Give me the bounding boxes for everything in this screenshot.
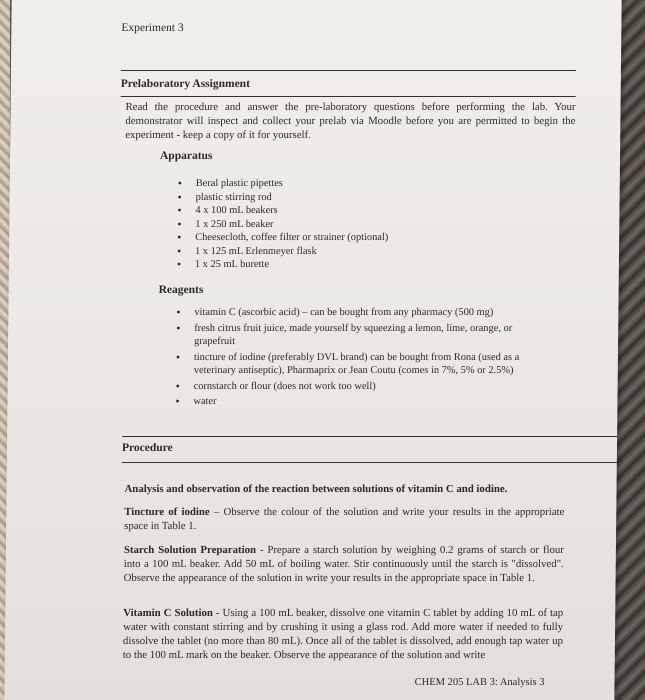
vitamin-c-paragraph <box>123 606 564 662</box>
list-item: • fresh citrus fruit juice, made yourself by squeezing a lemon, lime, orange, or grapefruit <box>176 322 541 349</box>
document-page <box>4 0 621 700</box>
vitamin-c-label: Vitamin C Solution <box>123 607 213 619</box>
list-item: • tincture of iodine (preferably DVL brand) can be bought from Rona (used as a veterinary antiseptic), Pharmaprix or Jean Coutu (comes in 7%, 5% or 2.5%) <box>176 351 541 378</box>
analysis-heading: Analysis and observation of the reaction between solutions of vitamin C and iodine. <box>124 483 508 495</box>
tincture-label: Tincture of iodine <box>124 506 210 518</box>
list-item: • water <box>175 395 540 409</box>
prelab-intro: Read the procedure and answer the pre-laboratory questions before performing the lab. Your demonstrator will inspect and collect your prelab via Moodle before you are permitted to begin the experiment - keep a copy of it for yourself. <box>125 101 576 141</box>
list-item: • 1 x 25 mL burette <box>177 258 477 272</box>
starch-label: Starch Solution Preparation <box>123 544 257 556</box>
footer-label: CHEM 205 LAB 3: Analysis 3 <box>414 677 545 688</box>
list-item: • vitamin C (ascorbic acid) – can be bought from any pharmacy (500 mg) <box>176 306 541 320</box>
tincture-text: – Observe the colour of the solution and write your results in the appropriate space in Table 1. <box>124 506 565 532</box>
divider-procedure-bottom <box>122 462 617 463</box>
vitamin-c-text: - Using a 100 mL beaker, dissolve one vitamin C tablet by adding 10 mL of tap water with constant stirring and by crushing it using a glass rod. Add more water if needed to fully dissolve the tablet (no more than 80 mL). Once all of the tablet is dissolved, add enough tap water up to the 100 mL mark on the beaker. Observe the appearance of the solution and write <box>122 607 564 661</box>
list-item: • cornstarch or flour (does not work too well) <box>176 380 541 394</box>
starch-text: - Prepare a starch solution by weighing 0.2 grams of starch or flour into a 100 mL beaker. Add 50 mL of boiling water. Stir continuously until the starch is "dissolved". Observe the appearance of the solution in write your results in the appropriate space in Table 1. <box>123 544 564 584</box>
apparatus-title: Apparatus <box>159 150 213 162</box>
reagents-title: Reagents <box>158 284 204 296</box>
divider-procedure-top <box>122 436 617 437</box>
list-item: • plastic stirring rod <box>178 191 478 205</box>
tincture-paragraph <box>124 505 564 533</box>
list-item: • Beral plastic pipettes <box>178 177 478 191</box>
list-item: • 1 x 125 mL Erlenmeyer flask <box>177 245 477 259</box>
starch-paragraph <box>124 543 564 585</box>
procedure-title: Procedure <box>121 442 173 454</box>
experiment-label: Experiment 3 <box>121 22 184 34</box>
list-item: • 1 x 250 mL beaker <box>177 218 477 232</box>
reagents-list <box>175 306 541 411</box>
divider-top <box>121 70 576 71</box>
apparatus-list <box>177 177 478 272</box>
list-item: • Cheesecloth, coffee filter or strainer (optional) <box>177 231 477 245</box>
list-item: • 4 x 100 mL beakers <box>177 204 477 218</box>
prelab-title: Prelaboratory Assignment <box>120 78 251 90</box>
divider-prelab <box>121 96 576 97</box>
